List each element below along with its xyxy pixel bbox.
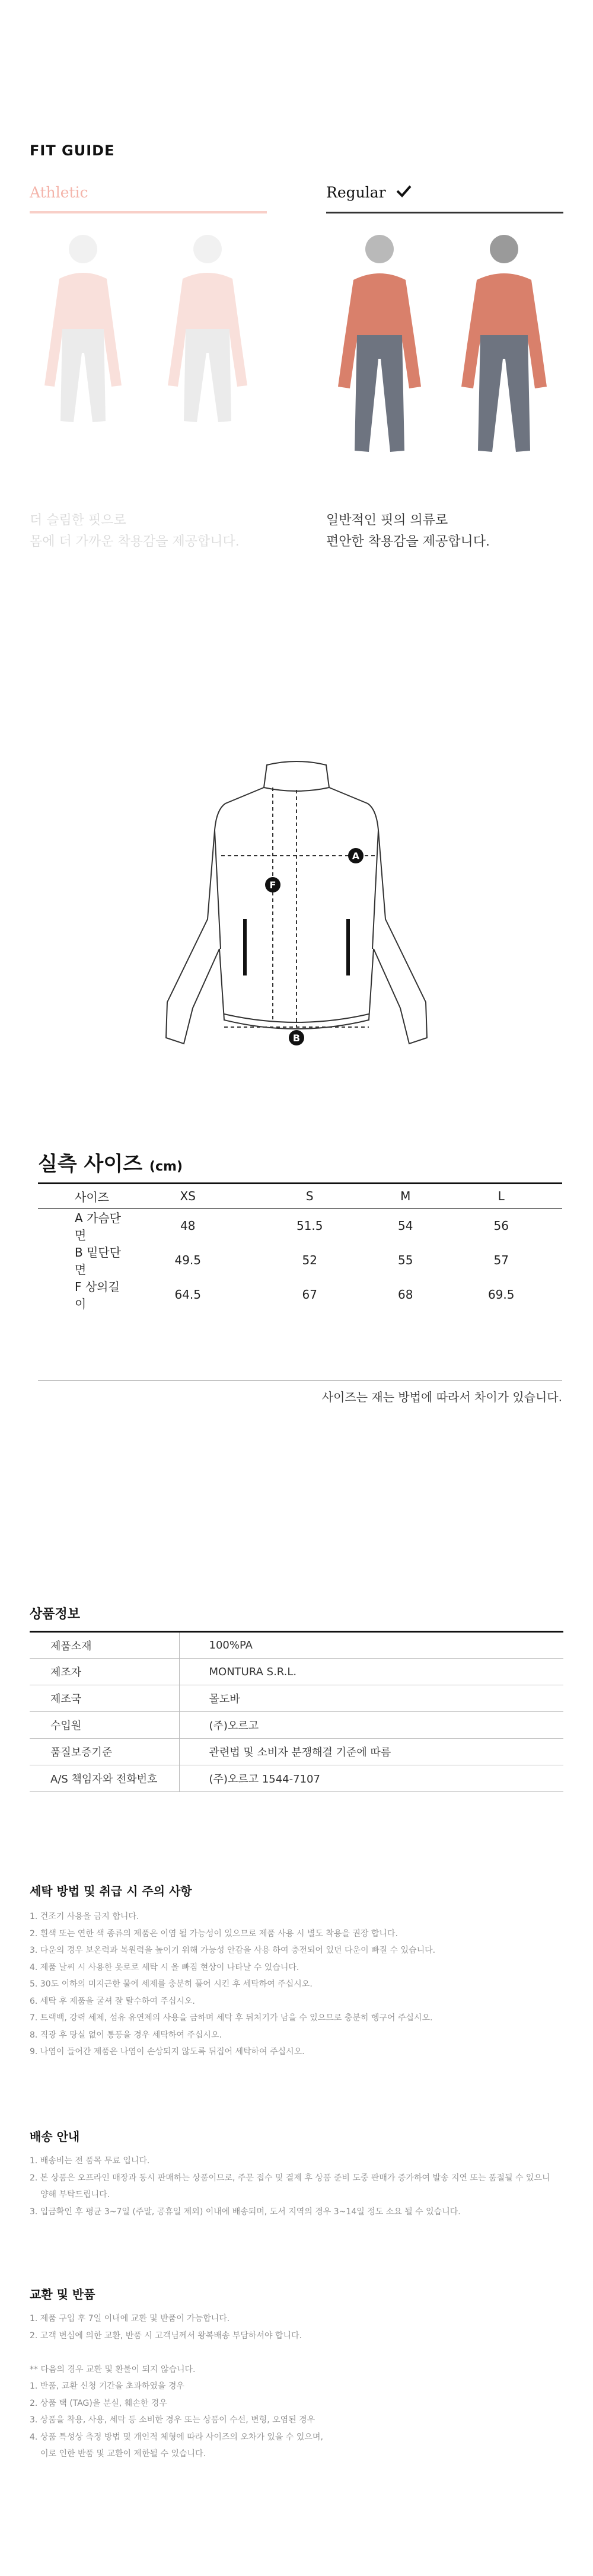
list-item: 1. 배송비는 전 품목 무료 입니다. (30, 2156, 150, 2166)
regular-description-line2: 편안한 착용감을 제공합니다. (326, 534, 490, 550)
info-value: 몰도바 (179, 1685, 563, 1712)
table-cell: 55 (398, 1253, 413, 1267)
jacket-right-pocket (346, 919, 350, 975)
table-cell: F 상의길이 (75, 1280, 120, 1311)
table-cell: 68 (398, 1287, 413, 1302)
list-item: 9. 나염이 들어간 제품은 나염이 손상되지 않도록 뒤집어 세탁하여 주십시오. (30, 2047, 305, 2057)
info-key: 제조국 (30, 1685, 179, 1712)
list-item: 2. 흰색 또는 연한 색 종류의 제품은 이염 될 가능성이 있으므로 제품 사용 시 별도 착용을 권장 합니다. (30, 1928, 398, 1939)
list-item: 8. 직광 후 탕실 없이 통풍을 경우 세탁하여 주십시오. (30, 2030, 222, 2040)
table-cell: 49.5 (174, 1253, 202, 1267)
svg-text:A: A (352, 850, 360, 862)
table-cell: 67 (302, 1287, 317, 1302)
tab-athletic[interactable] (30, 184, 267, 213)
table-row (38, 1209, 562, 1244)
table-row (30, 1712, 563, 1739)
tab-athletic-label: Athletic (30, 184, 88, 201)
jacket-collar (264, 761, 329, 791)
table-cell: 57 (493, 1253, 509, 1267)
shipping-list (30, 2153, 563, 2220)
list-item: 3. 입금확인 후 평균 3~7일 (주말, 공휴일 제외) 이내에 배송되며, 도서 지역의 경우 3~14일 정도 소요 될 수 있습니다. (30, 2207, 461, 2217)
table-row (30, 1685, 563, 1712)
info-value: (주)오르고 1544-7107 (179, 1765, 563, 1792)
regular-figures (320, 225, 581, 474)
list-item: 6. 세탁 후 제품을 굴셔 잘 탈수하여 주십시오. (30, 1996, 195, 2006)
info-key: A/S 책임자와 전화번호 (30, 1765, 179, 1792)
jacket-measurement-diagram (160, 753, 433, 1073)
marker-b (289, 1030, 304, 1045)
size-col-header: S (249, 1184, 371, 1209)
table-row (30, 1632, 563, 1659)
product-info-title: 상품정보 (30, 1607, 81, 1622)
list-item (30, 2344, 563, 2361)
athletic-description (30, 510, 240, 553)
table-cell: 54 (398, 1219, 413, 1233)
jacket-left-pocket (243, 919, 247, 975)
table-cell: 48 (180, 1219, 196, 1233)
list-item: 2. 고객 변심에 의한 교환, 반품 시 고객님께서 왕복배송 부담하셔야 합니다. (30, 2330, 302, 2341)
tab-regular-label: Regular (326, 184, 386, 201)
product-info-table (30, 1631, 563, 1792)
size-chart-table (38, 1182, 562, 1312)
marker-a (348, 848, 364, 863)
size-col-header: L (440, 1184, 562, 1209)
size-col-header: 사이즈 (38, 1184, 127, 1209)
size-col-header: M (371, 1184, 440, 1209)
info-key: 수입원 (30, 1712, 179, 1739)
list-item: 1. 제품 구입 후 7일 이내에 교환 및 반품이 가능합니다. (30, 2314, 230, 2323)
list-item: 3. 다운의 경우 보온력과 복원력을 높이기 위해 가능성 안감을 사용 하여 충전되어 있던 다운이 빠질 수 있습니다. (30, 1946, 436, 1955)
athletic-description-line2: 몸에 더 가까운 착용감을 제공합니다. (30, 534, 240, 550)
regular-figure-front (338, 235, 421, 452)
table-row (38, 1277, 562, 1312)
info-key: 제품소재 (30, 1632, 179, 1659)
table-cell: 51.5 (296, 1219, 323, 1233)
list-item: 이로 인한 반품 및 교환이 제한될 수 있습니다. (40, 2449, 206, 2459)
info-key: 제조자 (30, 1659, 179, 1685)
fit-guide-title: FIT GUIDE (30, 142, 115, 159)
tab-regular[interactable] (326, 184, 563, 213)
exchange-title: 교환 및 반품 (30, 2287, 95, 2301)
info-value: MONTURA S.R.L. (179, 1659, 563, 1685)
check-icon (396, 184, 412, 201)
list-item: 4. 제품 날씨 시 사용한 옷로로 세탁 시 올 빠짐 현상이 나타날 수 있습니다. (30, 1962, 299, 1972)
list-item: 7. 트랙백, 강력 세제, 섬유 유연제의 사용을 금하며 세탁 후 뒤처기가 남을 수 있으므로 충분히 헹구어 주십시오. (30, 2013, 433, 2023)
info-key: 품질보증기준 (30, 1739, 179, 1765)
list-item: 4. 상품 특성상 측정 방법 및 개인적 체형에 따라 사이즈의 오차가 있을 수 있으며, (30, 2432, 323, 2442)
care-title: 세탁 방법 및 취급 시 주의 사항 (30, 1884, 192, 1898)
care-list (30, 1908, 563, 2061)
marker-f (265, 877, 280, 892)
table-cell: 69.5 (487, 1287, 515, 1302)
size-chart-unit: (cm) (149, 1159, 183, 1174)
athletic-figure-back (168, 235, 247, 422)
jacket-left-seam (215, 830, 221, 949)
list-item: 5. 30도 이하의 미지근한 물에 세제를 충분히 풀어 시킨 후 세탁하여 주십시오. (30, 1979, 313, 1989)
table-row (30, 1765, 563, 1792)
shipping-title: 배송 안내 (30, 2129, 80, 2144)
regular-description-line1: 일반적인 핏의 의류로 (326, 513, 448, 528)
table-row (30, 1659, 563, 1685)
jacket-right-seam (372, 830, 378, 949)
regular-figure-back (461, 235, 547, 452)
table-cell: 52 (302, 1253, 317, 1267)
table-cell: B 밑단단면 (75, 1245, 122, 1277)
size-col-header: XS (127, 1184, 249, 1209)
info-value: 관련법 및 소비자 분쟁해결 기준에 따름 (179, 1739, 563, 1765)
list-item: 3. 상품을 착용, 사용, 세탁 등 소비한 경우 또는 상품이 수선, 변형, 오염된 경우 (30, 2415, 315, 2425)
svg-text:B: B (292, 1032, 301, 1044)
size-note: 사이즈는 재는 방법에 따라서 차이가 있습니다. (321, 1390, 562, 1404)
size-chart-header-row (38, 1184, 562, 1209)
table-cell: 56 (493, 1219, 509, 1233)
athletic-figure-front (44, 235, 122, 422)
info-value: 100%PA (179, 1632, 563, 1659)
list-item: 1. 건조기 사용을 금지 합니다. (30, 1912, 139, 1921)
list-item: ** 다음의 경우 교환 및 환불이 되지 않습니다. (30, 2364, 196, 2374)
exchange-list (30, 2310, 563, 2463)
table-cell: A 가슴단면 (75, 1211, 121, 1242)
athletic-figures (24, 225, 285, 474)
list-item: 2. 상품 택 (TAG)을 분실, 훼손한 경우 (30, 2398, 167, 2408)
list-item: 2. 본 상품은 오프라인 매장과 동시 판매하는 상품이므로, 주문 접수 및 결제 후 상품 준비 도중 판매가 증가하여 발송 지연 또는 품절될 수 있으니 (30, 2173, 550, 2183)
list-item: 양해 부탁드립니다. (40, 2190, 110, 2199)
size-chart-title (38, 1147, 183, 1177)
svg-text:F: F (269, 879, 276, 891)
size-chart-title-text: 실측 사이즈 (38, 1152, 143, 1176)
athletic-description-line1: 더 슬림한 핏으로 (30, 513, 126, 528)
table-row (38, 1243, 562, 1277)
list-item: 1. 반품, 교환 신청 기간을 초과하였을 경우 (30, 2381, 184, 2391)
table-row (30, 1739, 563, 1765)
regular-description (326, 510, 490, 553)
info-value: (주)오르고 (179, 1712, 563, 1739)
table-cell: 64.5 (174, 1287, 202, 1302)
